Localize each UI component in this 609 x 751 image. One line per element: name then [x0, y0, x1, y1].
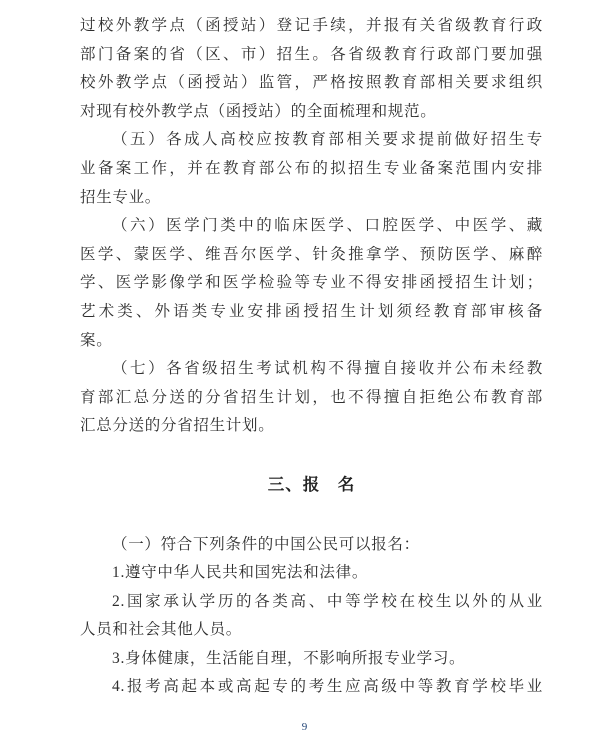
text-line: 汇总分送的分省招生计划。: [80, 417, 275, 435]
text-line: 艺术类、外语类专业安排函授招生计划须经教育部审核备: [80, 302, 543, 320]
text-line: 医学、蒙医学、维吾尔医学、针灸推拿学、预防医学、麻醉: [80, 245, 543, 263]
text-line: （五）各成人高校应按教育部相关要求提前做好招生专: [112, 131, 543, 149]
text-line: （六）医学门类中的临床医学、口腔医学、中医学、藏: [112, 217, 543, 235]
text-line: 3.身体健康，生活能自理，不影响所报专业学习。: [112, 649, 466, 667]
text-line: 4.报考高起本或高起专的考生应高级中等教育学校毕业: [112, 678, 543, 696]
text-line: 育部汇总分送的分省招生计划，也不得擅自拒绝公布教育部: [80, 388, 543, 406]
text-line: 2.国家承认学历的各类高、中等学校在校生以外的从业: [112, 592, 543, 610]
text-line: （一）符合下列条件的中国公民可以报名：: [112, 535, 420, 553]
text-line: 过校外教学点（函授站）登记手续，并报有关省级教育行政: [80, 17, 543, 34]
text-line: 对现有校外教学点（函授站）的全面梳理和规范。: [80, 102, 437, 120]
page-number: 9: [301, 721, 308, 733]
text-line: 招生专业。: [80, 188, 162, 206]
text-line: 人员和社会其他人员。: [80, 621, 243, 639]
text-line: 业备案工作，并在教育部公布的拟招生专业备案范围内安排: [80, 159, 543, 177]
text-line: 部门备案的省（区、市）招生。各省级教育行政部门要加强: [80, 45, 543, 63]
text-line: 校外教学点（函授站）监管，严格按照教育部相关要求组织: [80, 74, 543, 92]
text-line: 案。: [80, 331, 113, 349]
text-line: 学、医学影像学和医学检验等专业不得安排函授招生计划；: [80, 274, 543, 292]
section-heading: 三、报 名: [267, 474, 356, 494]
text-line: 1.遵守中华人民共和国宪法和法律。: [112, 564, 369, 582]
text-line: （七）各省级招生考试机构不得擅自接收并公布未经教: [112, 360, 543, 378]
body-text: [80, 12, 543, 702]
